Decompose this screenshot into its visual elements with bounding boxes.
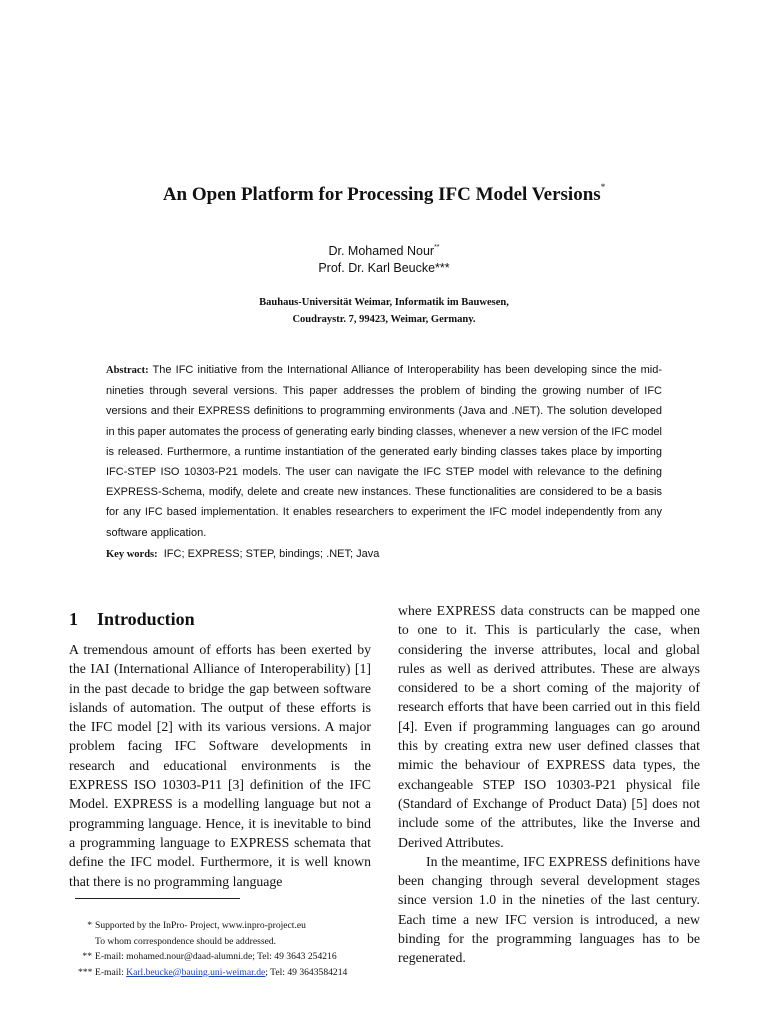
footnote-2 [78, 949, 347, 965]
right-column [398, 601, 700, 968]
author-1 [0, 239, 768, 260]
footnote-2-text: E-mail: mohamed.nour@daad-alumni.de; Tel: 49 3643 254216 [95, 951, 337, 962]
footnote-3-prefix: E-mail: [95, 966, 127, 978]
footnote-3-suffix: ; Tel: 49 3643584214 [265, 966, 348, 978]
email-link[interactable]: Karl.beucke@bauing.uni-weimar.de [126, 966, 266, 978]
section-number: 1 [69, 609, 78, 629]
affiliation-line-1: Bauhaus-Universität Weimar, Informatik im Bauwesen, [259, 297, 509, 308]
abstract [106, 360, 662, 543]
footnotes [78, 918, 347, 980]
footnote-1-text: Supported by the InPro- Project, www.inpro-project.eu [95, 920, 306, 931]
paper-title-text: An Open Platform for Processing IFC Model Versions [162, 184, 601, 205]
footnote-1-marker: * [87, 920, 92, 931]
paper-title [0, 182, 768, 206]
section-title: Introduction [97, 609, 195, 629]
author-1-name: Dr. Mohamed Nour [328, 244, 435, 258]
left-column [69, 640, 371, 891]
intro-paragraph-1: A tremendous amount of efforts has been exerted by the IAI (International Alliance of Interoperability) [1] in the past decade to bridge the gap between software islands of automation. The output of these efforts is the IFC model [2] with its various versions. A major problem facing IFC Software developments in research and educational environments is the EXPRESS ISO 10303-P11 [3] definition of the IFC Model. EXPRESS is a modelling language but not a programming language. Hence, it is inevitable to bind a programming language to EXPRESS schemata that define the IFC model. Furthermore, it is well known that there is no programming language [69, 642, 371, 889]
abstract-label: Abstract: [106, 365, 149, 376]
author-list [0, 239, 768, 277]
keywords-text: IFC; EXPRESS; STEP, bindings; .NET; Java [163, 548, 380, 560]
abstract-text: The IFC initiative from the International Alliance of Interoperability has been developing since the mid-nineties through several versions. This paper addresses the problem of binding the growing number of IFC versions and their EXPRESS definitions to programming environments (Java and .NET). The solution developed in this paper automates the process of generating early binding classes, whenever a new version of the IFC model is released. Furthermore, a runtime instantiation of the generated early binding classes takes place by importing IFC-STEP ISO 10303-P21 models. The user can navigate the IFC STEP model with relevance to the defining EXPRESS-Schema, modify, delete and create new instances. These functionalities are considered to be a basis for any IFC based implementation. It enables researchers to experiment the IFC model independently from any software application. [106, 364, 662, 539]
footnote-3-marker: *** [78, 966, 93, 978]
footnote-1 [78, 918, 347, 934]
keywords-label: Key words: [106, 549, 158, 560]
affiliation [0, 294, 768, 328]
author-2: Prof. Dr. Karl Beucke*** [318, 261, 450, 275]
footnote-1-continued: To whom correspondence should be addressed. [95, 935, 277, 947]
footnote-3 [78, 965, 347, 981]
intro-paragraph-3: In the meantime, IFC EXPRESS definitions have been changing through several development stages since version 1.0 in the nineties of the last century. Each time a new IFC version is introduced, a new binding for the programming languages has to be regenerated. [398, 853, 700, 966]
affiliation-line-2: Coudraystr. 7, 99423, Weimar, Germany. [292, 314, 476, 325]
author-1-marker: ** [434, 244, 440, 251]
section-heading [69, 609, 195, 630]
footnote-divider [75, 898, 240, 899]
footnote-2-marker: ** [82, 951, 92, 962]
title-footnote-marker: * [600, 182, 606, 192]
keywords [106, 548, 662, 560]
intro-paragraph-2: where EXPRESS data constructs can be mapped one to one to it. This is particularly the case, when considering the inverse attributes, local and global rules as well as derived attributes. These are always considered to be a short coming of the majority of research efforts that have been carried out in this field [4]. Even if programming languages can go around this by creating extra new user defined classes that mimic the behaviour of EXPRESS data types, the exchangeable STEP ISO 10303-P21 physical file (Standard of Exchange of Product Data) [5] does not include some of the attributes, like the Inverse and Derived Attributes. [398, 603, 700, 850]
